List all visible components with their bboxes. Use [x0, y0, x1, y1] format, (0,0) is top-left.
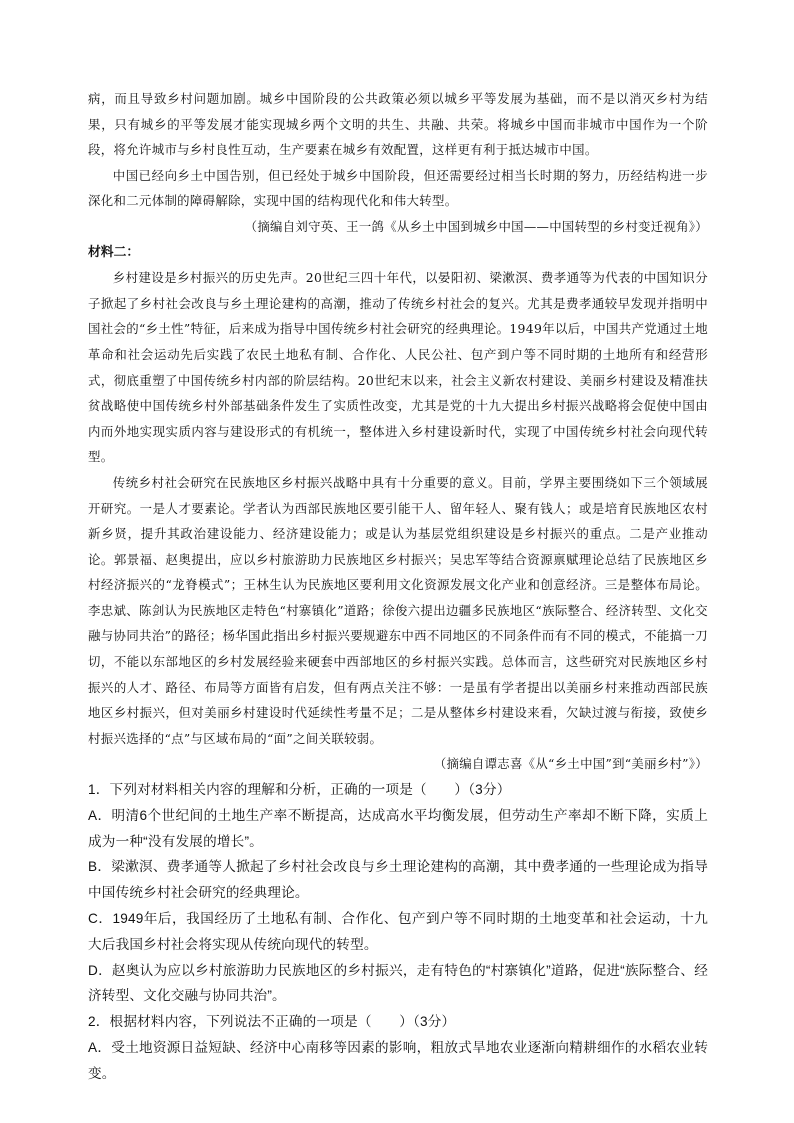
question-1-option-a: A．明清6个世纪间的土地生产率不断提高，达成高水平均衡发展，但劳动生产率却不断下降，实质上成为一种“没有发展的增长”。	[88, 807, 708, 849]
material1-para-continued: 病，而且导致乡村问题加剧。城乡中国阶段的公共政策必须以城乡平等发展为基础，而不是以消灭乡村为结果，只有城乡的平等发展才能实现城乡两个文明的共生、共融、共荣。将城乡中国而非城市中国作为一个阶段，将允许城市与乡村良性互动，生产要素在城乡有效配置，这样更有利于抵达城市中国。	[88, 91, 708, 158]
question-1-option-c: C．1949年后，我国经历了土地私有制、合作化、包产到户等不同时期的土地变革和社会运动，十九大后我国乡村社会将实现从传统向现代的转型。	[88, 911, 708, 952]
question-2-option-a: A．受土地资源日益短缺、经济中心南移等因素的影响，粗放式旱地农业逐渐向精耕细作的水稻农业转变。	[88, 1040, 708, 1081]
question-2-stem: 2．根据材料内容，下列说法不正确的一项是（ ）（3分）	[88, 1014, 456, 1030]
question-1-stem: 1．下列对材料相关内容的理解和分析，正确的一项是（ ）（3分）	[88, 782, 511, 798]
material1-source: （摘编自刘守英、王一鸽《从乡土中国到城乡中国——中国转型的乡村变迁视角》）	[244, 218, 708, 234]
material2-heading: 材料二：	[88, 244, 140, 260]
material2-source: （摘编自谭志喜《从“乡土中国”到“美丽乡村”》）	[433, 756, 708, 772]
material1-para-conclusion: 中国已经向乡土中国告别，但已经处于城乡中国阶段，但还需要经过相当长时期的努力，历经结构进一步深化和二元体制的障碍解除，实现中国的结构现代化和伟大转型。	[88, 167, 708, 209]
question-1-option-d: D．赵奥认为应以乡村旅游助力民族地区的乡村振兴，走有特色的“村寨镇化”道路，促进“族际整合、经济转型、文化交融与协同共治”。	[88, 962, 708, 1004]
question-1-option-b: B．梁漱溟、费孝通等人掀起了乡村社会改良与乡土理论建构的高潮，其中费孝通的一些理论成为指导中国传统乡村社会研究的经典理论。	[88, 859, 708, 901]
material2-para-2: 传统乡村社会研究在民族地区乡村振兴战略中具有十分重要的意义。目前，学界主要围绕如下三个领域展开研究。一是人才要素论。学者认为西部民族地区要引能干人、留年轻人、聚有钱人；或是培育民族地区农村新乡贤，提升其政治建设能力、经济建设能力；或是认为基层党组织建设是乡村振兴的重点。二是产业推动论。郭景福、赵奥提出，应以乡村旅游助力民族地区乡村振兴；吴忠军等结合资源禀赋理论总结了民族地区乡村经济振兴的“龙脊模式”；王林生认为民族地区要利用文化资源发展文化产业和创意经济。三是整体布局论。李忠斌、陈剑认为民族地区走特色“村寨镇化”道路；徐俊六提出边疆多民族地区“族际整合、经济转型、文化交融与协同共治”的路径；杨华国此指出乡村振兴要规避东中西不同地区的不同条件而有不同的模式，不能搞一刀切，不能以东部地区的乡村发展经验来硬套中西部地区的乡村振兴实践。总体而言，这些研究对民族地区乡村振兴的人才、路径、布局等方面皆有启发，但有两点关注不够：一是虽有学者提出以美丽乡村来推动西部民族地区乡村振兴，但对美丽乡村建设时代延续性考量不足；二是从整体乡村建设来看，欠缺过渡与衔接，致使乡村振兴选择的“点”与区域布局的“面”之间关联较弱。	[88, 474, 708, 746]
material2-para-1: 乡村建设是乡村振兴的历史先声。20世纪三四十年代，以晏阳初、梁漱溟、费孝通等为代表的中国知识分子掀起了乡村社会改良与乡土理论建构的高潮，推动了传统乡村社会的复兴。尤其是费孝通较早发现并指明中国社会的“乡土性”特征，后来成为指导中国传统乡村社会研究的经典理论。1949年以后，中国共产党通过土地革命和社会运动先后实践了农民土地私有制、合作化、人民公社、包产到户等不同时期的土地所有和经营形式，彻底重塑了中国传统乡村内部的阶层结构。20世纪末以来，社会主义新农村建设、美丽乡村建设及精准扶贫战略使中国传统乡村外部基础条件发生了实质性改变，尤其是党的十九大提出乡村振兴战略将会促使中国由内而外地实现实质内容与建设形式的有机统一，整体进入乡村建设新时代，实现了中国传统乡村社会向现代转型。	[88, 270, 708, 465]
